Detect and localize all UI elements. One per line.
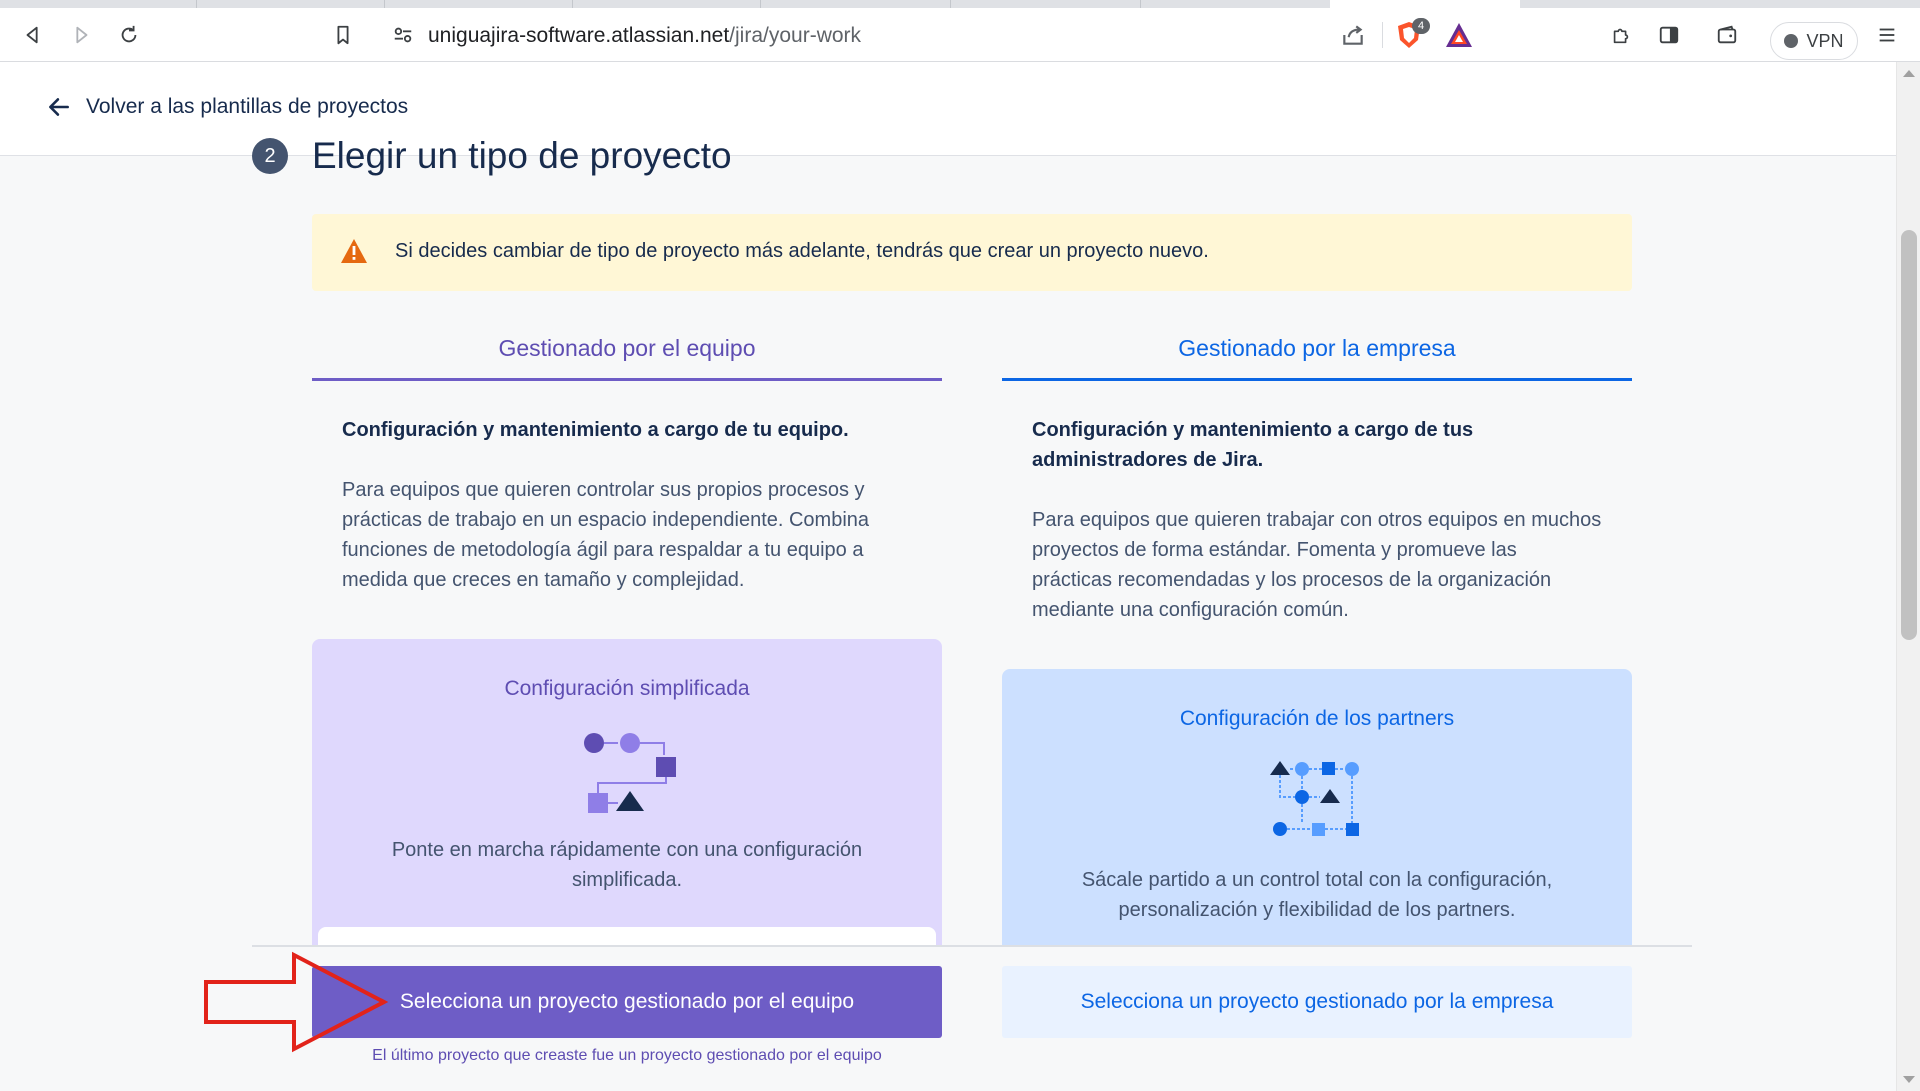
puzzle-icon <box>1610 24 1632 46</box>
browser-toolbar <box>0 8 1920 62</box>
warning-banner <box>312 214 1632 291</box>
partner-card-title: Configuración de los partners <box>1179 707 1455 730</box>
select-team-managed-button[interactable]: Selecciona un proyecto gestionado por el equipo <box>312 966 942 1038</box>
scroll-thumb[interactable] <box>1901 230 1917 640</box>
menu-button[interactable] <box>1868 16 1906 54</box>
partner-card-description: Sácale partido a un control total con la configuración, personalización y flexibilidad de los partners. <box>1081 869 1553 921</box>
tab-company-managed[interactable]: Gestionado por la empresa <box>1002 319 1632 381</box>
company-managed-column <box>1002 319 1632 625</box>
back-to-templates-link[interactable] <box>46 94 408 120</box>
page-scrollbar[interactable] <box>1896 62 1920 1091</box>
url-path: /jira/your-work <box>729 24 862 47</box>
company-description: Para equipos que quieren trabajar con otros equipos en muchos proyectos de forma estándar. Fomenta y promueve las prácticas recomendadas y los procesos de la organización mediante una configuración común. <box>1032 509 1602 621</box>
sidebar-icon <box>1658 24 1680 46</box>
url-text[interactable] <box>428 24 861 48</box>
tab-separator <box>196 0 197 8</box>
tab-separator <box>1140 0 1141 8</box>
back-arrow-icon <box>22 24 44 46</box>
annotation-arrow-icon <box>204 952 390 1052</box>
scroll-down-arrow-icon[interactable] <box>1903 1076 1915 1083</box>
scroll-up-arrow-icon[interactable] <box>1903 70 1915 77</box>
back-button[interactable] <box>14 16 52 54</box>
sidebar-toggle-button[interactable] <box>1650 16 1688 54</box>
reload-icon <box>118 24 140 46</box>
vpn-status-icon <box>1784 34 1798 48</box>
tab-separator <box>760 0 761 8</box>
reload-button[interactable] <box>110 16 148 54</box>
brave-rewards-icon[interactable] <box>1444 21 1474 49</box>
arrow-left-icon <box>46 94 72 120</box>
extensions-button[interactable] <box>1602 16 1640 54</box>
tab-team-managed[interactable]: Gestionado por el equipo <box>312 319 942 381</box>
vpn-label: VPN <box>1806 30 1844 51</box>
active-tab[interactable] <box>1330 0 1520 8</box>
main-content <box>0 135 1896 1091</box>
simplified-card-description: Ponte en marcha rápidamente con una configuración simplificada. <box>391 839 863 891</box>
back-link-label: Volver a las plantillas de proyectos <box>86 95 409 118</box>
vpn-button[interactable] <box>1770 22 1858 60</box>
step-number-badge: 2 <box>252 138 288 174</box>
page-title: Elegir un tipo de proyecto <box>312 135 732 176</box>
team-managed-column <box>312 319 942 595</box>
forward-arrow-icon <box>70 24 92 46</box>
team-description: Para equipos que quieren controlar sus propios procesos y prácticas de trabajo en un espacio independiente. Combina funciones de metodología ágil para respaldar a tu equipo a medida que creces en tamaño y complejidad. <box>342 479 870 591</box>
address-bar[interactable] <box>378 13 1490 57</box>
bookmark-button[interactable] <box>324 16 362 54</box>
url-host: uniguajira-software.atlassian.net <box>428 24 730 47</box>
share-icon[interactable] <box>1340 22 1366 48</box>
site-settings-icon[interactable] <box>392 24 414 46</box>
tab-strip <box>0 0 1920 8</box>
warning-icon <box>340 238 368 264</box>
bookmark-icon <box>332 24 354 46</box>
company-heading: Configuración y mantenimiento a cargo de tus administradores de Jira. <box>1032 419 1474 471</box>
step-heading <box>252 135 732 177</box>
warning-text: Si decides cambiar de tipo de proyecto más adelante, tendrás que crear un proyecto nuevo. <box>395 240 1209 262</box>
tab-separator <box>384 0 385 8</box>
tab-separator <box>950 0 951 8</box>
simplified-workflow-icon <box>572 727 682 817</box>
omnibox-separator <box>1382 22 1383 48</box>
shield-count-badge: 4 <box>1412 18 1430 34</box>
wallet-icon <box>1716 24 1738 46</box>
simplified-card-title: Configuración simplificada <box>504 677 750 700</box>
select-company-managed-button[interactable]: Selecciona un proyecto gestionado por la empresa <box>1002 966 1632 1038</box>
hamburger-menu-icon <box>1876 24 1898 46</box>
tab-separator <box>572 0 573 8</box>
wallet-button[interactable] <box>1708 16 1746 54</box>
forward-button[interactable] <box>62 16 100 54</box>
team-heading: Configuración y mantenimiento a cargo de tu equipo. <box>342 419 849 441</box>
last-project-note: El último proyecto que creaste fue un proyecto gestionado por el equipo <box>372 1047 882 1064</box>
partner-workflow-icon <box>1262 757 1372 847</box>
